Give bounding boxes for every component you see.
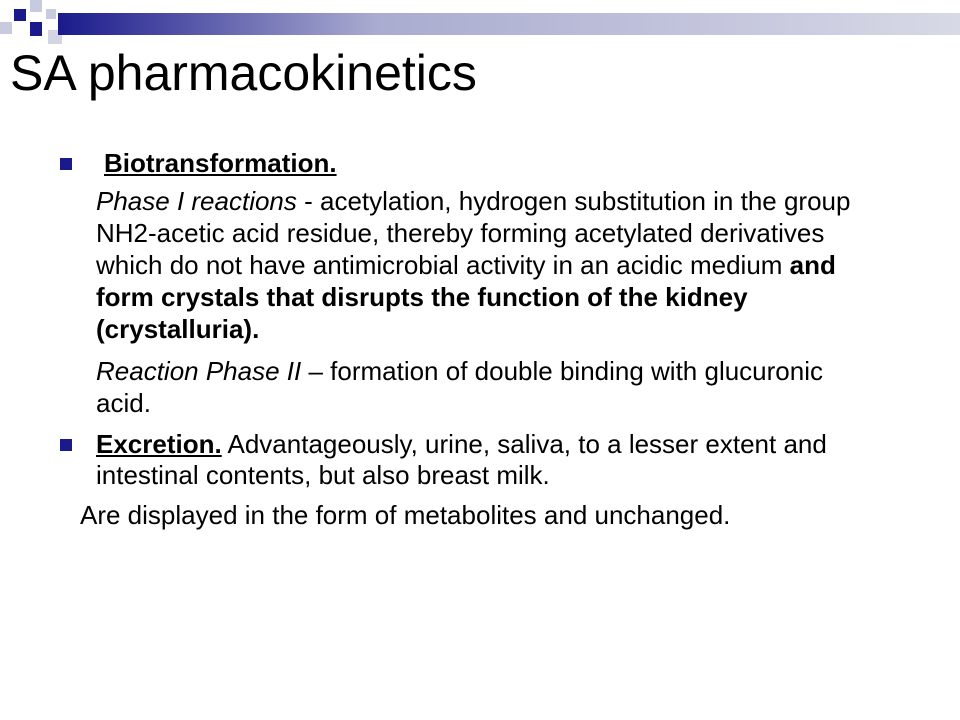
deco-gradient-bar — [58, 13, 960, 35]
phase1-label: Phase I reactions — [96, 186, 297, 216]
slide-body — [60, 148, 880, 531]
slide-title: SA pharmacokinetics — [10, 45, 477, 101]
deco-square-light-2 — [46, 9, 56, 19]
excretion-text: Advantageously, urine, saliva, to a lesser extent and intestinal contents, but also breast milk. — [96, 429, 827, 490]
phase1-bold-text: and form crystals that disrupts the function of the kidney (crystalluria). — [96, 250, 836, 344]
deco-square-light-1 — [30, 0, 42, 12]
phase2-text: – formation of double binding with glucuronic acid. — [96, 356, 823, 418]
excretion-heading: Excretion. — [96, 429, 222, 459]
deco-square-navy-2 — [30, 22, 42, 36]
phase1-text: - acetylation, hydrogen substitution in the group NH2-acetic acid residue, thereby forming acetylated derivatives which do not have antimicrobial activity in an acidic medium — [96, 186, 851, 280]
deco-square-navy-1 — [14, 9, 26, 21]
bullet-square-icon — [60, 439, 72, 451]
phase1-paragraph — [60, 185, 880, 345]
phase2-label: Reaction Phase II — [96, 356, 302, 386]
bullet-biotransformation — [60, 148, 880, 179]
phase2-paragraph — [60, 355, 880, 419]
deco-square-light-3 — [0, 22, 12, 34]
trailing-line: Are displayed in the form of metabolites and unchanged. — [80, 500, 731, 530]
bullet-excretion — [60, 429, 880, 491]
biotransformation-heading: Biotransformation. — [104, 148, 337, 178]
bullet-square-icon — [60, 158, 72, 170]
